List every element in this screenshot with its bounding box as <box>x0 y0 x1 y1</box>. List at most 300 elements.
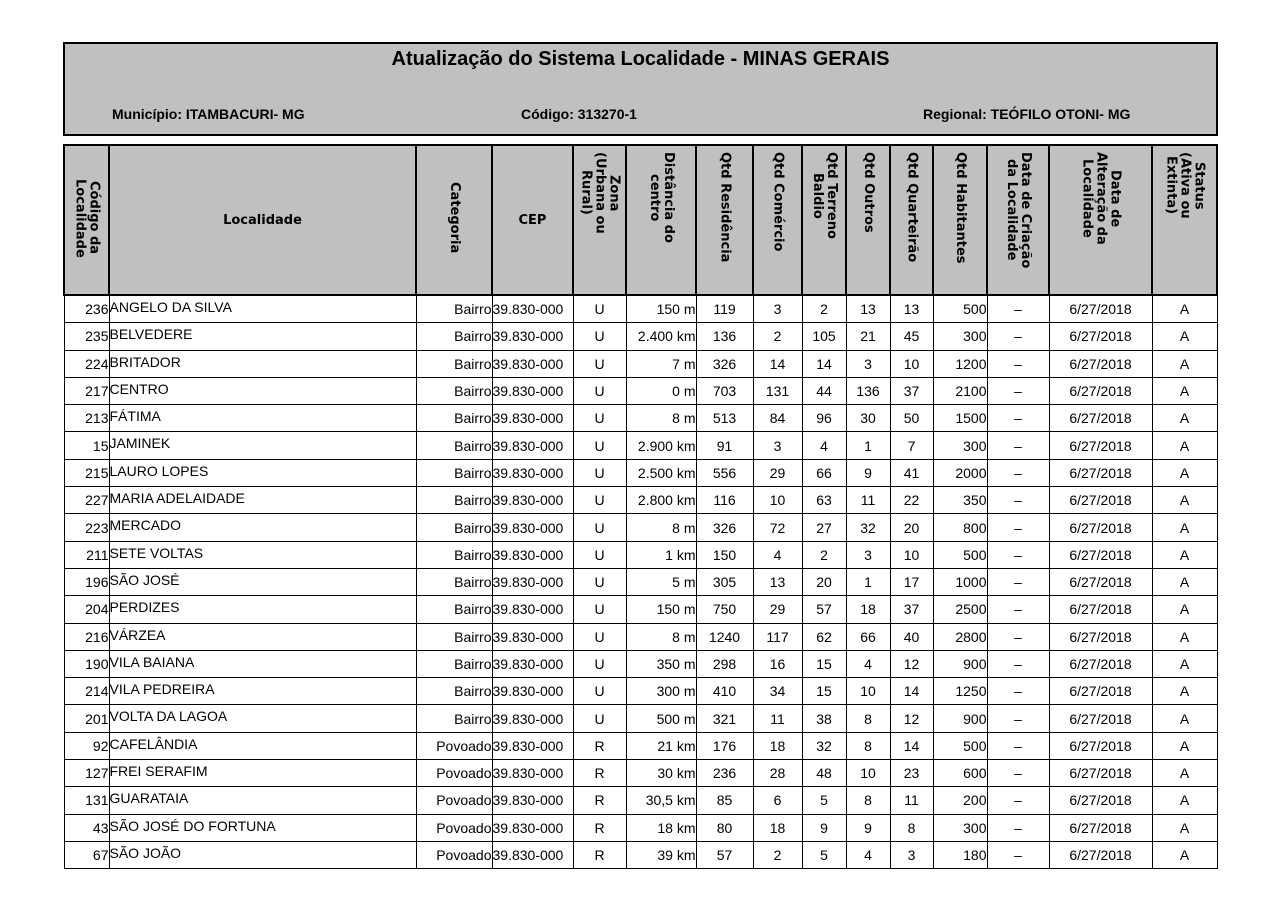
cell-distancia: 2.900 km <box>626 432 696 459</box>
cell-categoria: Bairro <box>416 459 492 486</box>
cell-criacao: – <box>987 732 1049 759</box>
cell-criacao: – <box>987 650 1049 677</box>
cell-quarteirao: 13 <box>890 295 933 323</box>
cell-outros: 1 <box>846 568 890 595</box>
cell-alteracao: 6/27/2018 <box>1049 678 1152 705</box>
cell-distancia: 300 m <box>626 678 696 705</box>
cell-localidade: PERDIZES <box>109 596 416 623</box>
cell-codigo: 190 <box>64 650 109 677</box>
col-header-quarteirao: Qtd Quarteirão <box>890 145 933 295</box>
cell-zona: U <box>573 678 626 705</box>
cell-outros: 8 <box>846 732 890 759</box>
cell-criacao: – <box>987 323 1049 350</box>
cell-zona: R <box>573 760 626 787</box>
cell-status: A <box>1152 732 1217 759</box>
col-header-residencia: Qtd Residência <box>696 145 753 295</box>
cell-codigo: 131 <box>64 787 109 814</box>
cell-alteracao: 6/27/2018 <box>1049 432 1152 459</box>
cell-categoria: Bairro <box>416 514 492 541</box>
cell-criacao: – <box>987 760 1049 787</box>
cell-quarteirao: 11 <box>890 787 933 814</box>
cell-terreno: 15 <box>802 650 846 677</box>
cell-cep: 39.830-000 <box>492 541 573 568</box>
report-header <box>63 42 1218 136</box>
cell-cep: 39.830-000 <box>492 514 573 541</box>
regional-label: Regional: TEÓFILO OTONI- MG <box>923 106 1131 122</box>
cell-terreno: 105 <box>802 323 846 350</box>
table-row <box>64 814 1217 841</box>
table-row <box>64 568 1217 595</box>
cell-zona: U <box>573 541 626 568</box>
cell-residencia: 91 <box>696 432 753 459</box>
cell-residencia: 305 <box>696 568 753 595</box>
cell-residencia: 556 <box>696 459 753 486</box>
cell-habitantes: 300 <box>933 432 987 459</box>
cell-categoria: Bairro <box>416 705 492 732</box>
cell-zona: U <box>573 650 626 677</box>
cell-comercio: 29 <box>753 459 802 486</box>
cell-zona: U <box>573 323 626 350</box>
cell-localidade: CENTRO <box>109 377 416 404</box>
cell-terreno: 20 <box>802 568 846 595</box>
cell-distancia: 8 m <box>626 514 696 541</box>
cell-outros: 9 <box>846 814 890 841</box>
cell-status: A <box>1152 459 1217 486</box>
cell-quarteirao: 7 <box>890 432 933 459</box>
cell-localidade: JAMINEK <box>109 432 416 459</box>
col-header-localidade: Localidade <box>109 145 416 295</box>
cell-status: A <box>1152 814 1217 841</box>
cell-distancia: 2.400 km <box>626 323 696 350</box>
cell-terreno: 96 <box>802 405 846 432</box>
cell-quarteirao: 12 <box>890 705 933 732</box>
cell-comercio: 4 <box>753 541 802 568</box>
cell-terreno: 38 <box>802 705 846 732</box>
cell-terreno: 57 <box>802 596 846 623</box>
cell-cep: 39.830-000 <box>492 732 573 759</box>
cell-alteracao: 6/27/2018 <box>1049 405 1152 432</box>
cell-residencia: 410 <box>696 678 753 705</box>
cell-cep: 39.830-000 <box>492 760 573 787</box>
cell-criacao: – <box>987 705 1049 732</box>
cell-localidade: CAFELÂNDIA <box>109 732 416 759</box>
cell-cep: 39.830-000 <box>492 350 573 377</box>
cell-zona: U <box>573 377 626 404</box>
cell-terreno: 14 <box>802 350 846 377</box>
cell-distancia: 1 km <box>626 541 696 568</box>
col-header-cep: CEP <box>492 145 573 295</box>
cell-codigo: 43 <box>64 814 109 841</box>
cell-habitantes: 1250 <box>933 678 987 705</box>
localidades-table <box>63 144 1218 869</box>
cell-localidade: VOLTA DA LAGOA <box>109 705 416 732</box>
cell-codigo: 227 <box>64 487 109 514</box>
cell-comercio: 2 <box>753 841 802 868</box>
cell-comercio: 16 <box>753 650 802 677</box>
cell-cep: 39.830-000 <box>492 295 573 323</box>
cell-outros: 4 <box>846 650 890 677</box>
cell-distancia: 2.500 km <box>626 459 696 486</box>
cell-quarteirao: 10 <box>890 541 933 568</box>
cell-status: A <box>1152 541 1217 568</box>
cell-localidade: BRITADOR <box>109 350 416 377</box>
cell-status: A <box>1152 432 1217 459</box>
cell-terreno: 66 <box>802 459 846 486</box>
cell-quarteirao: 23 <box>890 760 933 787</box>
cell-comercio: 131 <box>753 377 802 404</box>
cell-alteracao: 6/27/2018 <box>1049 568 1152 595</box>
cell-zona: U <box>573 432 626 459</box>
cell-localidade: VILA PEDREIRA <box>109 678 416 705</box>
cell-terreno: 2 <box>802 295 846 323</box>
table-row <box>64 295 1217 323</box>
cell-localidade: ANGELO DA SILVA <box>109 295 416 323</box>
col-header-alteracao: Data de Alteração da Localidade <box>1049 145 1152 295</box>
cell-quarteirao: 37 <box>890 596 933 623</box>
cell-alteracao: 6/27/2018 <box>1049 295 1152 323</box>
header-row <box>64 145 1217 295</box>
cell-habitantes: 900 <box>933 705 987 732</box>
cell-categoria: Bairro <box>416 596 492 623</box>
cell-habitantes: 500 <box>933 732 987 759</box>
cell-residencia: 116 <box>696 487 753 514</box>
cell-zona: U <box>573 350 626 377</box>
cell-criacao: – <box>987 350 1049 377</box>
cell-localidade: VILA BAIANA <box>109 650 416 677</box>
cell-codigo: 213 <box>64 405 109 432</box>
col-header-codigo: Código da Localidade <box>64 145 109 295</box>
cell-status: A <box>1152 323 1217 350</box>
cell-habitantes: 2000 <box>933 459 987 486</box>
cell-categoria: Povoado <box>416 841 492 868</box>
table-row <box>64 760 1217 787</box>
cell-categoria: Bairro <box>416 650 492 677</box>
cell-distancia: 7 m <box>626 350 696 377</box>
cell-alteracao: 6/27/2018 <box>1049 323 1152 350</box>
cell-categoria: Bairro <box>416 541 492 568</box>
cell-quarteirao: 20 <box>890 514 933 541</box>
cell-criacao: – <box>987 487 1049 514</box>
cell-categoria: Bairro <box>416 678 492 705</box>
cell-comercio: 117 <box>753 623 802 650</box>
cell-status: A <box>1152 596 1217 623</box>
cell-localidade: FÁTIMA <box>109 405 416 432</box>
col-header-categoria: Categoria <box>416 145 492 295</box>
cell-cep: 39.830-000 <box>492 459 573 486</box>
table-row <box>64 459 1217 486</box>
cell-zona: U <box>573 459 626 486</box>
cell-codigo: 214 <box>64 678 109 705</box>
table-row <box>64 432 1217 459</box>
cell-distancia: 8 m <box>626 405 696 432</box>
cell-status: A <box>1152 841 1217 868</box>
cell-criacao: – <box>987 623 1049 650</box>
col-header-distancia: Distância do centro <box>626 145 696 295</box>
cell-terreno: 44 <box>802 377 846 404</box>
cell-codigo: 235 <box>64 323 109 350</box>
cell-zona: R <box>573 732 626 759</box>
cell-alteracao: 6/27/2018 <box>1049 841 1152 868</box>
col-header-terreno: Qtd Terreno Baldio <box>802 145 846 295</box>
cell-comercio: 3 <box>753 432 802 459</box>
cell-residencia: 150 <box>696 541 753 568</box>
cell-habitantes: 500 <box>933 541 987 568</box>
cell-terreno: 9 <box>802 814 846 841</box>
cell-zona: U <box>573 705 626 732</box>
cell-outros: 4 <box>846 841 890 868</box>
cell-codigo: 67 <box>64 841 109 868</box>
cell-comercio: 72 <box>753 514 802 541</box>
cell-localidade: GUARATAIA <box>109 787 416 814</box>
cell-residencia: 85 <box>696 787 753 814</box>
cell-zona: U <box>573 514 626 541</box>
cell-residencia: 298 <box>696 650 753 677</box>
cell-quarteirao: 8 <box>890 814 933 841</box>
cell-terreno: 5 <box>802 787 846 814</box>
cell-cep: 39.830-000 <box>492 487 573 514</box>
cell-cep: 39.830-000 <box>492 814 573 841</box>
cell-quarteirao: 10 <box>890 350 933 377</box>
cell-categoria: Bairro <box>416 568 492 595</box>
cell-criacao: – <box>987 541 1049 568</box>
cell-cep: 39.830-000 <box>492 377 573 404</box>
cell-status: A <box>1152 568 1217 595</box>
cell-residencia: 176 <box>696 732 753 759</box>
cell-alteracao: 6/27/2018 <box>1049 541 1152 568</box>
cell-habitantes: 1000 <box>933 568 987 595</box>
cell-categoria: Bairro <box>416 350 492 377</box>
cell-categoria: Bairro <box>416 487 492 514</box>
cell-residencia: 703 <box>696 377 753 404</box>
cell-cep: 39.830-000 <box>492 323 573 350</box>
table-row <box>64 705 1217 732</box>
cell-categoria: Bairro <box>416 432 492 459</box>
municipio-label: Município: ITAMBACURI- MG <box>112 106 305 122</box>
cell-comercio: 34 <box>753 678 802 705</box>
cell-criacao: – <box>987 596 1049 623</box>
cell-status: A <box>1152 650 1217 677</box>
cell-distancia: 39 km <box>626 841 696 868</box>
cell-distancia: 0 m <box>626 377 696 404</box>
table-row <box>64 541 1217 568</box>
cell-terreno: 48 <box>802 760 846 787</box>
codigo-label: Código: 313270-1 <box>521 106 637 122</box>
table-row <box>64 323 1217 350</box>
cell-cep: 39.830-000 <box>492 596 573 623</box>
cell-alteracao: 6/27/2018 <box>1049 732 1152 759</box>
cell-residencia: 326 <box>696 514 753 541</box>
cell-habitantes: 2800 <box>933 623 987 650</box>
cell-status: A <box>1152 760 1217 787</box>
cell-comercio: 14 <box>753 350 802 377</box>
cell-criacao: – <box>987 568 1049 595</box>
cell-zona: U <box>573 405 626 432</box>
cell-codigo: 236 <box>64 295 109 323</box>
cell-cep: 39.830-000 <box>492 650 573 677</box>
table-row <box>64 487 1217 514</box>
cell-distancia: 150 m <box>626 596 696 623</box>
cell-zona: U <box>573 623 626 650</box>
cell-habitantes: 1500 <box>933 405 987 432</box>
cell-status: A <box>1152 514 1217 541</box>
cell-zona: U <box>573 295 626 323</box>
col-header-zona: Zona (Urbana ou Rural) <box>573 145 626 295</box>
cell-comercio: 18 <box>753 814 802 841</box>
cell-categoria: Bairro <box>416 405 492 432</box>
cell-quarteirao: 45 <box>890 323 933 350</box>
cell-alteracao: 6/27/2018 <box>1049 760 1152 787</box>
cell-cep: 39.830-000 <box>492 568 573 595</box>
cell-outros: 18 <box>846 596 890 623</box>
cell-terreno: 63 <box>802 487 846 514</box>
cell-distancia: 21 km <box>626 732 696 759</box>
cell-localidade: SÃO JOSÉ DO FORTUNA <box>109 814 416 841</box>
cell-outros: 9 <box>846 459 890 486</box>
cell-residencia: 119 <box>696 295 753 323</box>
cell-comercio: 6 <box>753 787 802 814</box>
cell-status: A <box>1152 623 1217 650</box>
cell-zona: U <box>573 487 626 514</box>
cell-codigo: 223 <box>64 514 109 541</box>
cell-alteracao: 6/27/2018 <box>1049 350 1152 377</box>
cell-cep: 39.830-000 <box>492 623 573 650</box>
table-row <box>64 377 1217 404</box>
cell-residencia: 1240 <box>696 623 753 650</box>
cell-habitantes: 300 <box>933 323 987 350</box>
cell-alteracao: 6/27/2018 <box>1049 377 1152 404</box>
cell-localidade: BELVEDERE <box>109 323 416 350</box>
cell-cep: 39.830-000 <box>492 841 573 868</box>
cell-status: A <box>1152 787 1217 814</box>
cell-distancia: 30 km <box>626 760 696 787</box>
cell-codigo: 196 <box>64 568 109 595</box>
col-header-comercio: Qtd Comércio <box>753 145 802 295</box>
cell-status: A <box>1152 295 1217 323</box>
cell-categoria: Povoado <box>416 814 492 841</box>
cell-terreno: 15 <box>802 678 846 705</box>
cell-alteracao: 6/27/2018 <box>1049 596 1152 623</box>
cell-residencia: 136 <box>696 323 753 350</box>
cell-outros: 11 <box>846 487 890 514</box>
cell-alteracao: 6/27/2018 <box>1049 623 1152 650</box>
cell-alteracao: 6/27/2018 <box>1049 650 1152 677</box>
cell-zona: R <box>573 814 626 841</box>
cell-categoria: Povoado <box>416 760 492 787</box>
cell-residencia: 236 <box>696 760 753 787</box>
table-row <box>64 678 1217 705</box>
cell-distancia: 350 m <box>626 650 696 677</box>
cell-criacao: – <box>987 295 1049 323</box>
cell-habitantes: 200 <box>933 787 987 814</box>
cell-outros: 3 <box>846 541 890 568</box>
cell-comercio: 84 <box>753 405 802 432</box>
cell-residencia: 80 <box>696 814 753 841</box>
cell-alteracao: 6/27/2018 <box>1049 487 1152 514</box>
cell-comercio: 11 <box>753 705 802 732</box>
cell-quarteirao: 17 <box>890 568 933 595</box>
cell-habitantes: 900 <box>933 650 987 677</box>
cell-distancia: 150 m <box>626 295 696 323</box>
cell-quarteirao: 14 <box>890 678 933 705</box>
cell-terreno: 2 <box>802 541 846 568</box>
cell-terreno: 5 <box>802 841 846 868</box>
table-row <box>64 732 1217 759</box>
cell-status: A <box>1152 377 1217 404</box>
cell-categoria: Povoado <box>416 732 492 759</box>
cell-cep: 39.830-000 <box>492 787 573 814</box>
cell-comercio: 13 <box>753 568 802 595</box>
cell-codigo: 127 <box>64 760 109 787</box>
cell-comercio: 18 <box>753 732 802 759</box>
cell-localidade: SÃO JOSÉ <box>109 568 416 595</box>
cell-categoria: Bairro <box>416 295 492 323</box>
cell-residencia: 326 <box>696 350 753 377</box>
cell-distancia: 8 m <box>626 623 696 650</box>
table-row <box>64 787 1217 814</box>
cell-distancia: 5 m <box>626 568 696 595</box>
cell-outros: 21 <box>846 323 890 350</box>
cell-quarteirao: 12 <box>890 650 933 677</box>
cell-status: A <box>1152 705 1217 732</box>
cell-alteracao: 6/27/2018 <box>1049 787 1152 814</box>
cell-outros: 32 <box>846 514 890 541</box>
cell-criacao: – <box>987 814 1049 841</box>
cell-outros: 10 <box>846 760 890 787</box>
cell-comercio: 3 <box>753 295 802 323</box>
cell-quarteirao: 22 <box>890 487 933 514</box>
cell-comercio: 29 <box>753 596 802 623</box>
cell-alteracao: 6/27/2018 <box>1049 459 1152 486</box>
cell-quarteirao: 37 <box>890 377 933 404</box>
cell-habitantes: 2100 <box>933 377 987 404</box>
table-row <box>64 650 1217 677</box>
cell-criacao: – <box>987 514 1049 541</box>
cell-status: A <box>1152 405 1217 432</box>
cell-codigo: 15 <box>64 432 109 459</box>
cell-codigo: 92 <box>64 732 109 759</box>
cell-alteracao: 6/27/2018 <box>1049 814 1152 841</box>
cell-codigo: 204 <box>64 596 109 623</box>
cell-codigo: 216 <box>64 623 109 650</box>
cell-outros: 13 <box>846 295 890 323</box>
cell-cep: 39.830-000 <box>492 405 573 432</box>
cell-criacao: – <box>987 459 1049 486</box>
cell-outros: 1 <box>846 432 890 459</box>
cell-criacao: – <box>987 405 1049 432</box>
cell-codigo: 201 <box>64 705 109 732</box>
cell-quarteirao: 3 <box>890 841 933 868</box>
cell-status: A <box>1152 350 1217 377</box>
cell-habitantes: 800 <box>933 514 987 541</box>
cell-terreno: 27 <box>802 514 846 541</box>
cell-terreno: 32 <box>802 732 846 759</box>
cell-outros: 10 <box>846 678 890 705</box>
cell-codigo: 224 <box>64 350 109 377</box>
cell-residencia: 513 <box>696 405 753 432</box>
cell-localidade: FREI SERAFIM <box>109 760 416 787</box>
cell-habitantes: 300 <box>933 814 987 841</box>
cell-localidade: LAURO LOPES <box>109 459 416 486</box>
cell-categoria: Bairro <box>416 623 492 650</box>
cell-zona: R <box>573 841 626 868</box>
report-title: Atualização do Sistema Localidade - MINAS GERAIS <box>391 48 890 70</box>
cell-localidade: SETE VOLTAS <box>109 541 416 568</box>
cell-codigo: 215 <box>64 459 109 486</box>
cell-quarteirao: 50 <box>890 405 933 432</box>
cell-habitantes: 2500 <box>933 596 987 623</box>
col-header-habitantes: Qtd Habitantes <box>933 145 987 295</box>
table-row <box>64 405 1217 432</box>
